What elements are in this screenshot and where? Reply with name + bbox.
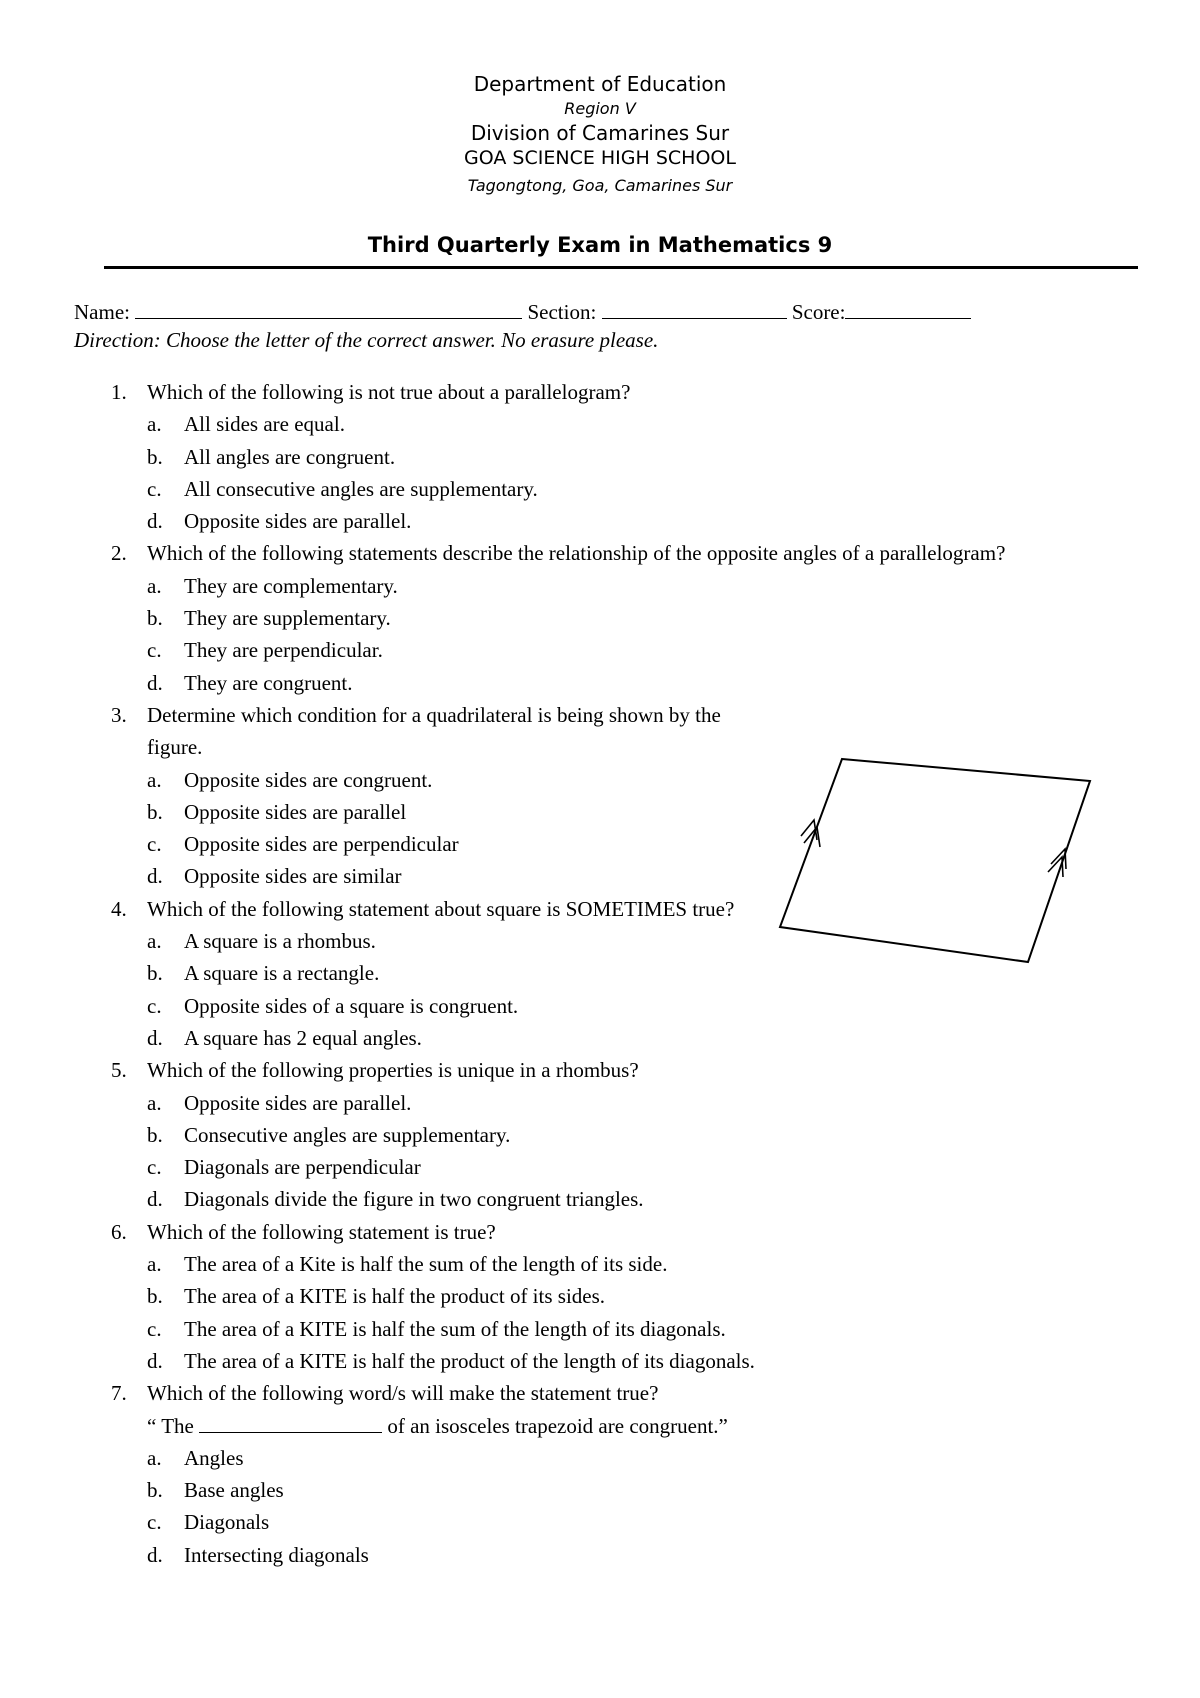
choice-item[interactable]	[147, 570, 1134, 602]
choice-item[interactable]	[147, 1248, 1134, 1280]
choice-item[interactable]	[147, 667, 1134, 699]
question-text: Which of the following statement about square is SOMETIMES true?	[147, 896, 735, 921]
choice-letter: c.	[147, 1155, 162, 1180]
choice-list	[147, 1248, 1134, 1377]
choice-text: All consecutive angles are supplementary.	[184, 476, 538, 501]
choice-text: The area of a KITE is half the sum of the length of its diagonals.	[184, 1316, 726, 1341]
choice-list	[147, 408, 1134, 537]
choice-letter: a.	[147, 1252, 162, 1277]
choice-text: Opposite sides are parallel.	[184, 1090, 412, 1115]
name-label: Name:	[74, 300, 130, 324]
fill-in-statement	[147, 1410, 1134, 1442]
school-name: GOA SCIENCE HIGH SCHOOL	[464, 147, 736, 169]
choice-item[interactable]	[147, 1022, 1134, 1054]
question-text: Which of the following statements describe the relationship of the opposite angles of a parallelogram?	[147, 541, 1006, 566]
question-1	[74, 376, 1134, 537]
choice-item[interactable]	[147, 1280, 1134, 1312]
score-blank[interactable]	[845, 299, 971, 319]
question-number: 2.	[111, 541, 127, 566]
choice-letter: b.	[147, 799, 163, 824]
fill-suffix: of an isosceles trapezoid are congruent.”	[387, 1413, 728, 1438]
choice-item[interactable]	[147, 473, 1134, 505]
choice-text: Angles	[184, 1445, 244, 1470]
division-heading: Division of Camarines Sur	[470, 121, 730, 145]
question-text: Which of the following word/s will make the statement true?	[147, 1381, 659, 1406]
answer-blank[interactable]	[199, 1413, 382, 1433]
question-text: Which of the following statement is true?	[147, 1219, 496, 1244]
choice-list	[147, 570, 1134, 699]
choice-list	[147, 1087, 1134, 1216]
choice-letter: a.	[147, 412, 162, 437]
choice-text: They are complementary.	[184, 573, 398, 598]
question-list	[74, 376, 1134, 1571]
choice-text: They are congruent.	[184, 670, 353, 695]
question-5	[74, 1054, 1134, 1215]
parallel-arrow-right	[1048, 849, 1066, 877]
question-7	[74, 1377, 1134, 1571]
choice-letter: d.	[147, 1025, 163, 1050]
choice-text: They are supplementary.	[184, 606, 391, 631]
choice-letter: a.	[147, 1090, 162, 1115]
choice-item[interactable]	[147, 408, 1134, 440]
choice-item[interactable]	[147, 1345, 1134, 1377]
choice-item[interactable]	[147, 1087, 1134, 1119]
question-text: Determine which condition for a quadrilateral is being shown by the figure.	[147, 702, 721, 760]
choice-text: A square is a rhombus.	[184, 929, 376, 954]
choice-letter: a.	[147, 1445, 162, 1470]
choice-text: A square has 2 equal angles.	[184, 1025, 422, 1050]
choice-text: The area of a KITE is half the product of its sides.	[184, 1284, 606, 1309]
section-label: Section:	[527, 300, 597, 324]
choice-text: All angles are congruent.	[184, 444, 396, 469]
choice-item[interactable]	[147, 1151, 1134, 1183]
choice-item[interactable]	[147, 441, 1134, 473]
choice-letter: c.	[147, 832, 162, 857]
question-2	[74, 537, 1134, 698]
choice-text: The area of a KITE is half the product of the length of its diagonals.	[184, 1348, 755, 1373]
question-number: 1.	[111, 380, 127, 404]
choice-text: Diagonals are perpendicular	[184, 1155, 421, 1180]
choice-text: Opposite sides are perpendicular	[184, 832, 459, 857]
question-number: 6.	[111, 1219, 127, 1244]
choice-letter: d.	[147, 509, 163, 534]
choice-letter: b.	[147, 606, 163, 631]
choice-letter: b.	[147, 1478, 163, 1503]
score-label: Score:	[791, 300, 846, 324]
choice-letter: d.	[147, 1348, 163, 1373]
choice-letter: d.	[147, 670, 163, 695]
choice-letter: c.	[147, 993, 162, 1018]
exam-title: Third Quarterly Exam in Mathematics 9	[367, 233, 833, 257]
choice-item[interactable]	[147, 1119, 1134, 1151]
department-heading: Department of Education	[473, 72, 727, 96]
choice-letter: c.	[147, 476, 162, 501]
choice-item[interactable]	[147, 1506, 1134, 1538]
choice-text: Opposite sides are parallel	[184, 799, 407, 824]
question-text: Which of the following properties is unique in a rhombus?	[147, 1058, 639, 1083]
choice-item[interactable]	[147, 1474, 1134, 1506]
region-heading: Region V	[564, 99, 636, 118]
choice-letter: b.	[147, 1284, 163, 1309]
choice-letter: a.	[147, 929, 162, 954]
choice-text: Opposite sides of a square is congruent.	[184, 993, 519, 1018]
name-blank[interactable]	[135, 299, 522, 319]
choice-text: Consecutive angles are supplementary.	[184, 1122, 511, 1147]
choice-list	[147, 1442, 1134, 1571]
question-number: 5.	[111, 1058, 127, 1083]
choice-text: Intersecting diagonals	[184, 1542, 369, 1567]
question-6	[74, 1216, 1134, 1377]
title-divider	[104, 266, 1138, 269]
choice-item[interactable]	[147, 1183, 1134, 1215]
quadrilateral-shape	[780, 759, 1090, 962]
question-number: 7.	[111, 1381, 127, 1406]
choice-letter: a.	[147, 573, 162, 598]
choice-text: A square is a rectangle.	[184, 961, 380, 986]
direction-text: Direction: Choose the letter of the correct answer. No erasure please.	[74, 328, 659, 352]
choice-item[interactable]	[147, 634, 1134, 666]
choice-item[interactable]	[147, 1442, 1134, 1474]
fill-prefix: “ The	[147, 1413, 194, 1438]
choice-letter: c.	[147, 1510, 162, 1535]
choice-letter: a.	[147, 767, 162, 792]
choice-text: Diagonals	[184, 1510, 270, 1535]
choice-text: Opposite sides are similar	[184, 864, 402, 889]
choice-text: Opposite sides are parallel.	[184, 509, 412, 534]
choice-letter: d.	[147, 1187, 163, 1212]
choice-text: They are perpendicular.	[184, 638, 383, 663]
question-number: 4.	[111, 896, 127, 921]
quadrilateral-figure	[770, 748, 1120, 973]
choice-letter: d.	[147, 864, 163, 889]
choice-item[interactable]	[147, 1539, 1134, 1571]
choice-item[interactable]	[147, 990, 1134, 1022]
choice-letter: b.	[147, 1122, 163, 1147]
choice-letter: b.	[147, 961, 163, 986]
school-address: Tagongtong, Goa, Camarines Sur	[467, 176, 733, 195]
choice-text: Opposite sides are congruent.	[184, 767, 433, 792]
question-number: 3.	[111, 702, 127, 727]
choice-item[interactable]	[147, 505, 1134, 537]
choice-letter: b.	[147, 444, 163, 469]
choice-text: Diagonals divide the figure in two congruent triangles.	[184, 1187, 644, 1212]
choice-text: The area of a Kite is half the sum of the length of its side.	[184, 1252, 668, 1277]
choice-item[interactable]	[147, 1313, 1134, 1345]
choice-text: Base angles	[184, 1478, 284, 1503]
question-text: Which of the following is not true about a parallelogram?	[147, 380, 631, 404]
choice-item[interactable]	[147, 602, 1134, 634]
choice-text: All sides are equal.	[184, 412, 345, 437]
choice-letter: c.	[147, 638, 162, 663]
choice-letter: d.	[147, 1542, 163, 1567]
section-blank[interactable]	[602, 299, 787, 319]
choice-letter: c.	[147, 1316, 162, 1341]
